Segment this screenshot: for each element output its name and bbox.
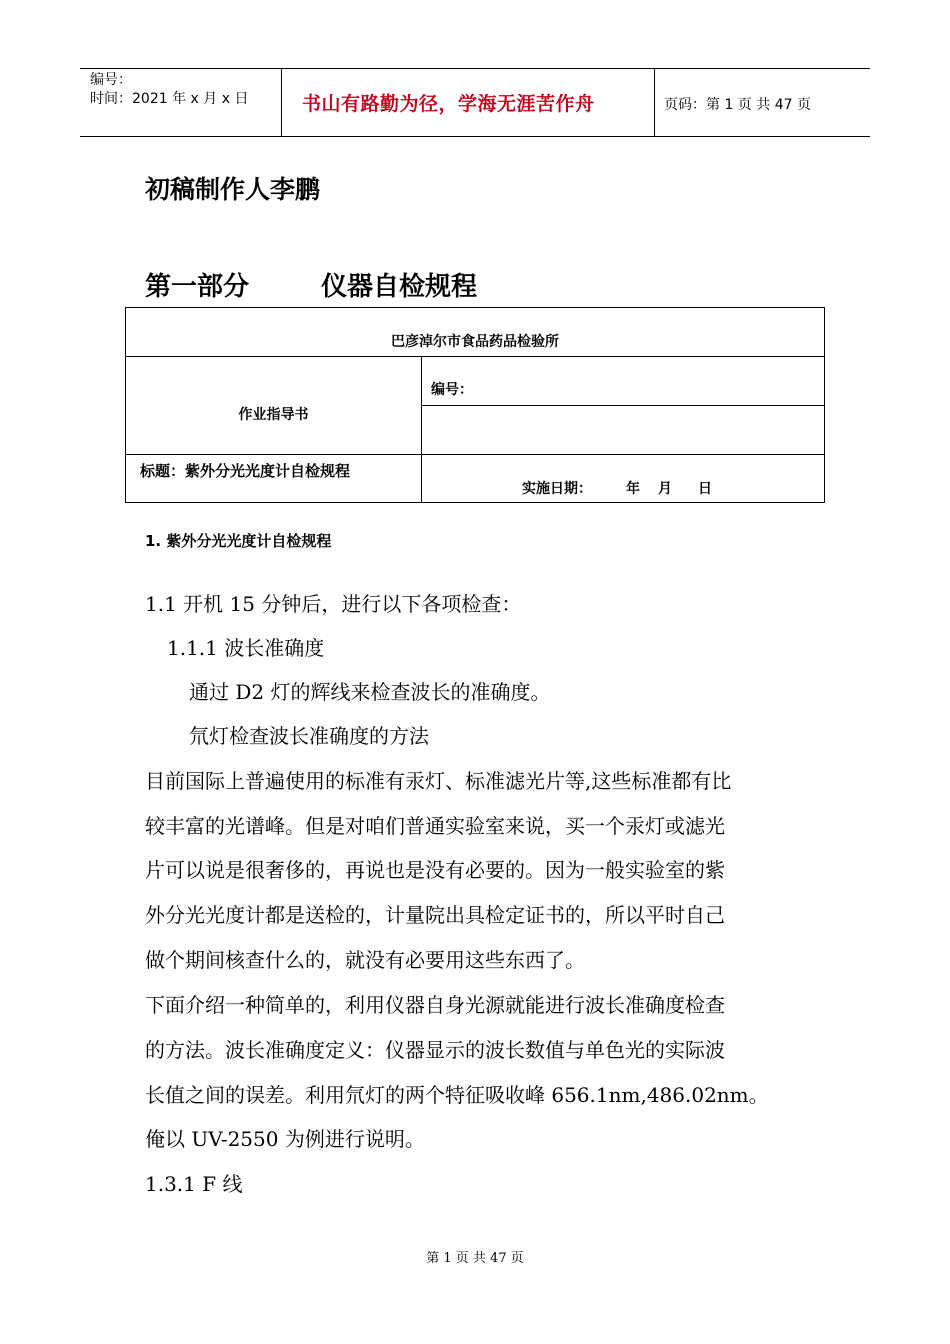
body-line: 长值之间的误差。利用氘灯的两个特征吸收峰 656.1nm,486.02nm。 <box>145 1083 769 1107</box>
part-title: 仪器自检规程 <box>321 272 478 302</box>
serial-label: 编号： <box>90 72 132 88</box>
body-line: 1.1.1 波长准确度 <box>167 636 325 660</box>
body-line: 1.3.1 F 线 <box>145 1172 243 1196</box>
part-label: 第一部分 <box>145 272 250 302</box>
date-day: 日 <box>698 481 712 497</box>
body-line: 下面介绍一种简单的，利用仪器自身光源就能进行波长准确度检查 <box>145 993 725 1017</box>
section-title: 1. 紫外分光光度计自检规程 <box>145 532 332 550</box>
body-line: 片可以说是很奢侈的，再说也是没有必要的。因为一般实验室的紫 <box>145 858 725 882</box>
body-line: 外分光光度计都是送检的，计量院出具检定证书的，所以平时自己 <box>145 903 725 927</box>
body-line: 氘灯检查波长准确度的方法 <box>189 724 429 748</box>
body-line: 1.1 开机 15 分钟后，进行以下各项检查： <box>145 592 522 616</box>
body-line: 做个期间核查什么的，就没有必要用这些东西了。 <box>145 948 585 972</box>
page-footer: 第 1 页 共 47 页 <box>426 1251 524 1266</box>
table-line <box>421 356 422 502</box>
body-line: 俺以 UV-2550 为例进行说明。 <box>145 1127 425 1151</box>
body-line: 目前国际上普遍使用的标准有汞灯、标准滤光片等,这些标准都有比 <box>145 769 732 793</box>
table-line <box>421 405 824 406</box>
table-line <box>126 356 824 357</box>
page-header <box>80 68 870 137</box>
title-label: 标题：紫外分光光度计自检规程 <box>140 462 351 480</box>
doc-type: 作业指导书 <box>238 407 309 423</box>
date-label: 实施日期： <box>522 481 592 497</box>
date-year: 年 <box>626 481 640 497</box>
header-divider <box>654 69 655 136</box>
header-divider <box>281 69 282 136</box>
header-motto: 书山有路勤为径，学海无涯苦作舟 <box>302 93 595 115</box>
date-row <box>522 478 712 498</box>
table-line <box>126 454 824 455</box>
header-page-info: 页码：第 1 页 共 47 页 <box>664 97 811 113</box>
doc-info-table <box>125 307 825 503</box>
time-label: 时间：2021 年 x 月 x 日 <box>90 91 249 107</box>
body-line: 的方法。波长准确度定义：仪器显示的波长数值与单色光的实际波 <box>145 1038 725 1062</box>
header-meta <box>90 71 248 109</box>
date-month: 月 <box>658 481 672 497</box>
number-label: 编号： <box>431 382 473 398</box>
body-line: 较丰富的光谱峰。但是对咱们普通实验室来说，买一个汞灯或滤光 <box>145 814 725 838</box>
part-heading <box>145 266 477 303</box>
institute-name: 巴彦淖尔市食品药品检验所 <box>391 334 559 350</box>
author-line: 初稿制作人李鹏 <box>145 175 321 204</box>
body-line: 通过 D2 灯的辉线来检查波长的准确度。 <box>189 680 551 704</box>
